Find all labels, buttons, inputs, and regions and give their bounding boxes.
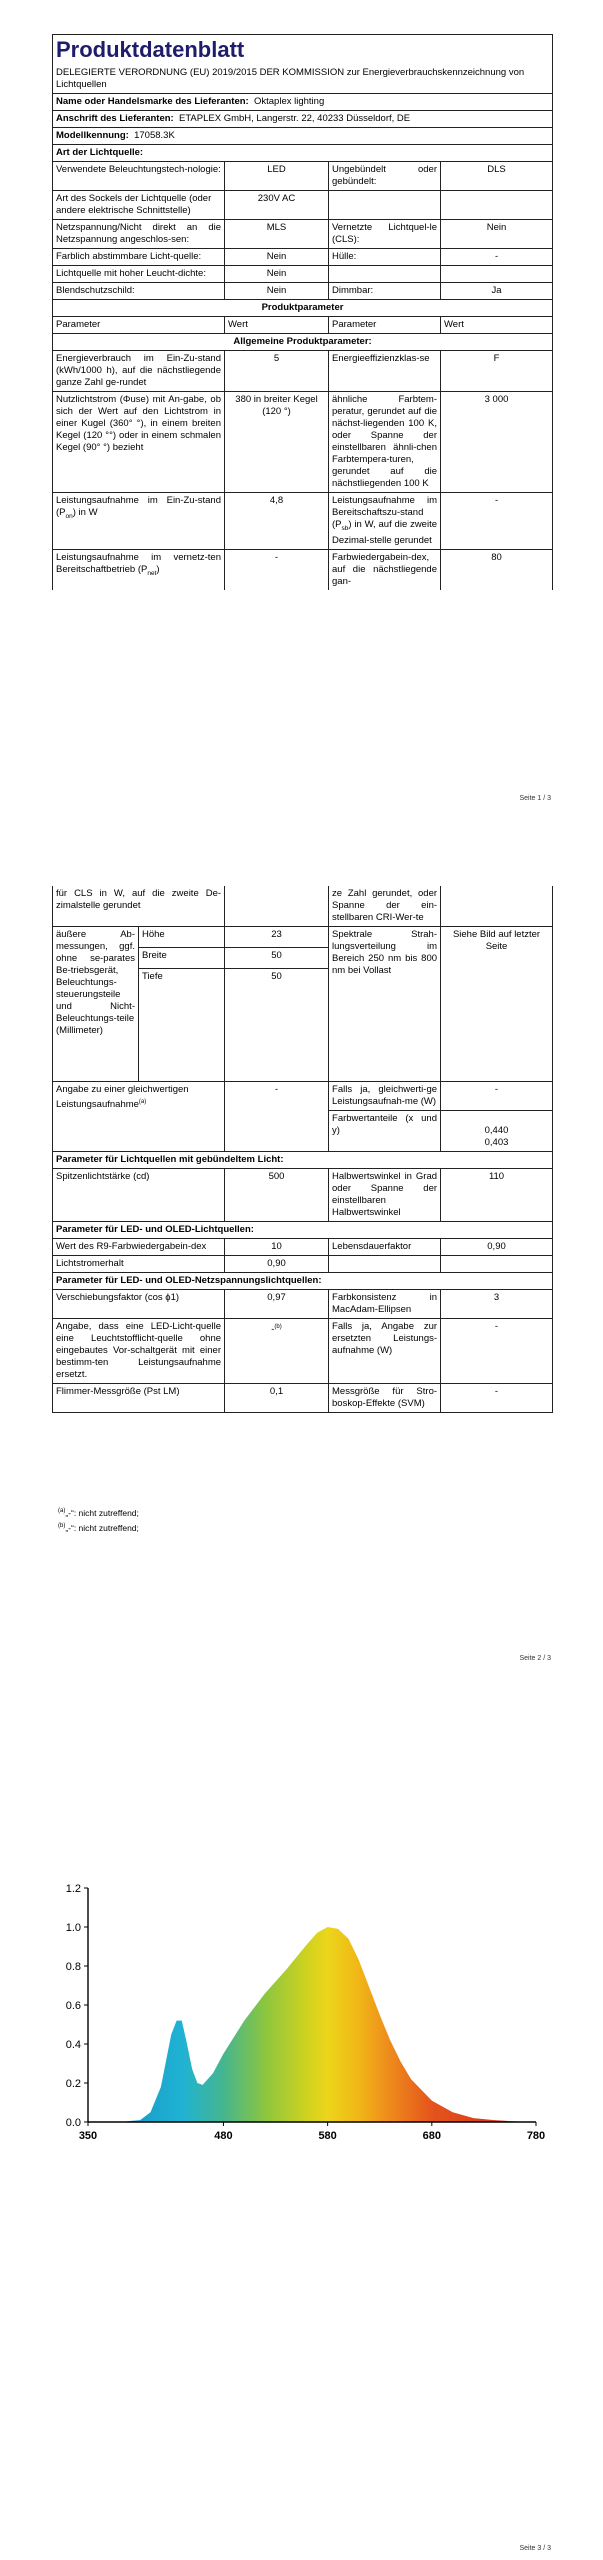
row-label: Energieeffizienzklas-se [329, 351, 441, 392]
row-label: Dimmbar: [329, 283, 441, 300]
x-tick-label: 680 [422, 2130, 441, 2142]
dimension-depth-value: 50 [225, 969, 329, 1082]
row-value: 5 [225, 351, 329, 392]
y-tick-label: 0.4 [65, 2039, 81, 2051]
row-value: LED [225, 162, 329, 191]
table-row [53, 191, 553, 220]
row-value: 110 [441, 1169, 553, 1222]
table-row [53, 1290, 553, 1319]
power-on-label: Leistungsaufnahme im Ein-Zu-stand $(P_{on})$ in W [53, 493, 225, 550]
networked-standby-label: Leistungsaufnahme im vernetz-ten Bereitschaftbetrieb $(P_{net})$ [53, 549, 225, 590]
table-row [53, 549, 553, 590]
footnote-marker: (a) [58, 1508, 66, 1514]
row-label: ze Zahl gerundet, oder Spanne der ein-stellbaren CRI-Wer-te [329, 886, 441, 927]
row-value: 500 [225, 1169, 329, 1222]
product-params-header: Produktparameter [53, 300, 553, 317]
footnotes [58, 1505, 139, 1535]
col-header-param: Parameter [329, 317, 441, 334]
table-row [53, 220, 553, 249]
col-header-param: Parameter [53, 317, 225, 334]
row-label: Lichtquelle mit hoher Leucht-dichte: [53, 266, 225, 283]
row-value: F [441, 351, 553, 392]
footnote-b [58, 1520, 139, 1535]
equiv-label-text: Angabe zu einer gleichwertigen Leistungsaufnahme [56, 1084, 189, 1111]
row-label: für CLS in W, auf die zweite De-zimalstelle gerundet [53, 886, 225, 927]
regulation-text: DELEGIERTE VERORDNUNG (EU) 2019/2015 DER KOMMISSION zur Energieverbrauchskennzeichnung von Lichtquellen [53, 65, 553, 94]
spectrum-chart [58, 1870, 548, 2160]
table-row [53, 162, 553, 191]
supplier-name-label: Name oder Handelsmarke des Lieferanten: [56, 96, 249, 107]
document-title: Produktdatenblatt [56, 37, 245, 62]
spectrum-area [119, 1927, 536, 2122]
row-label: Falls ja, Angabe zur ersetzten Leistungs-aufnahme (W) [329, 1319, 441, 1384]
table-row [53, 351, 553, 392]
row-value: 3 000 [441, 392, 553, 493]
col-header-value: Wert [441, 317, 553, 334]
row-value: Nein [225, 283, 329, 300]
row-value: 0,97 [225, 1290, 329, 1319]
dimension-depth-label: Tiefe [139, 969, 225, 1082]
row-value: - [441, 1384, 553, 1413]
row-label: Flimmer-Messgröße (Pst LM) [53, 1384, 225, 1413]
row-label: Verschiebungsfaktor (cos ϕ1) [53, 1290, 225, 1319]
spectral-label: Spektrale Strah-lungsverteilung im Bereich 250 nm bis 800 nm bei Vollast [329, 927, 441, 1082]
mains-params-header: Parameter für LED- und OLED-Netzspannungslichtquellen: [53, 1273, 553, 1290]
row-value: Nein [225, 266, 329, 283]
table-row [53, 392, 553, 493]
row-label: Angabe, dass eine LED-Licht-quelle eine Leuchtstofflicht-quelle ohne eingebautes Vor-schaltgerät mit einer bestimm-ten Leistungsaufnahme ersetzt. [53, 1319, 225, 1384]
row-value [441, 1256, 553, 1273]
col-header-value: Wert [225, 317, 329, 334]
table-row [53, 1256, 553, 1273]
page-3 [0, 1720, 603, 2560]
y-tick-label: 0.8 [65, 1961, 81, 1973]
directional-params-header: Parameter für Lichtquellen mit gebündeltem Licht: [53, 1152, 553, 1169]
row-value: - [441, 249, 553, 266]
table-row [53, 1319, 553, 1384]
row-value: Nein [225, 249, 329, 266]
row-value [225, 886, 329, 927]
row-label: Falls ja, gleichwerti-ge Leistungsaufnah-me (W) [329, 1082, 441, 1111]
lightsource-header: Art der Lichtquelle: [53, 145, 553, 162]
row-label: Halbwertswinkel in Grad oder Spanne der einstellbaren Halbwertswinkel [329, 1169, 441, 1222]
page-1 [0, 0, 603, 815]
row-label: Verwendete Beleuchtungstech-nologie: [53, 162, 225, 191]
row-value: 230V AC [225, 191, 329, 220]
row-value: - [441, 1082, 553, 1111]
row-label: Farbkonsistenz in MacAdam-Ellipsen [329, 1290, 441, 1319]
row-label: ähnliche Farbtem-peratur, gerundet auf die nächst-liegenden 100 K, oder Spanne der einstellbaren ähnli-chen Farbtempera-turen, gerundet auf die nächstliegenden 100 K [329, 392, 441, 493]
x-tick-label: 350 [78, 2130, 98, 2142]
row-value: Ja [441, 283, 553, 300]
footnote-text: „-“: nicht zutreffend; [65, 1522, 139, 1533]
supplier-address-value: ETAPLEX GmbH, Langerstr. 22, 40233 Düsseldorf, DE [179, 113, 411, 124]
table-row [53, 886, 553, 927]
row-label: Lebensdauerfaktor [329, 1239, 441, 1256]
x-tick-label: 580 [318, 2130, 337, 2142]
row-label: Lichtstromerhalt [53, 1256, 225, 1273]
footnote-marker: (a) [138, 1099, 147, 1105]
row-label: Messgröße für Stro-boskop-Effekte (SVM) [329, 1384, 441, 1413]
row-value: Nein [441, 220, 553, 249]
row-label: Wert des R9-Farbwiedergabein-dex [53, 1239, 225, 1256]
chromaticity-label: Farbwertanteile (x und y) [329, 1111, 441, 1152]
row-value [441, 266, 553, 283]
chromaticity-x: 0,440 [484, 1125, 509, 1136]
row-label: Farbwiedergabein-dex, auf die nächstliegende gan- [329, 549, 441, 590]
row-value: - [225, 1082, 329, 1152]
row-label: Art des Sockels der Lichtquelle (oder andere elektrische Schnittstelle) [53, 191, 225, 220]
page-number: Seite 2 / 3 [519, 1655, 551, 1662]
row-value: - [441, 493, 553, 550]
row-value: MLS [225, 220, 329, 249]
y-tick-label: 1.0 [65, 1922, 81, 1934]
row-label: Energieverbrauch im Ein-Zu-stand (kWh/1000 h), auf die nächstliegende ganze Zahl ge-rundet [53, 351, 225, 392]
footnote-text: „-“: nicht zutreffend; [65, 1507, 139, 1518]
page-2 [0, 880, 603, 1720]
footnote-marker: (b) [274, 1324, 282, 1330]
spectral-value: Siehe Bild auf letzter Seite [441, 927, 553, 1082]
replacement-value-text: - [271, 1324, 275, 1336]
row-label [329, 191, 441, 220]
dimensions-label: äußere Ab-messungen, ggf. ohne se-parates Be-triebsgerät, Beleuchtungs-steuerungsteile und Nicht-Beleuchtungs-teile (Millimeter) [53, 927, 139, 1082]
supplier-address-row [53, 111, 553, 128]
x-tick-label: 480 [214, 2130, 233, 2142]
row-value: 80 [441, 549, 553, 590]
datasheet-table-page-2 [52, 886, 553, 1413]
row-label [329, 1256, 441, 1273]
row-value: - [441, 1319, 553, 1384]
row-value [441, 191, 553, 220]
plot-area [66, 1883, 545, 2142]
row-value: 3 [441, 1290, 553, 1319]
row-value: - [225, 549, 329, 590]
x-tick-label: 780 [526, 2130, 546, 2142]
table-row [53, 1239, 553, 1256]
row-label: Spitzenlichtstärke (cd) [53, 1169, 225, 1222]
standby-label: Leistungsaufnahme im Bereitschaftszu-stand $(P_{sb})$ in W, auf die zweite Dezimal-stelle gerundet [329, 493, 441, 550]
row-label: Blendschutzschild: [53, 283, 225, 300]
model-value: 17058.3K [134, 130, 175, 141]
model-label: Modellkennung: [56, 130, 129, 141]
row-label: Vernetzte Lichtquel-le (CLS): [329, 220, 441, 249]
supplier-name-row [53, 94, 553, 111]
column-header-row [53, 317, 553, 334]
y-tick-label: 0.0 [65, 2117, 81, 2129]
row-label: Netzspannung/Nicht direkt an die Netzspannung angeschlos-sen: [53, 220, 225, 249]
equiv-power-claim-label [53, 1082, 225, 1152]
supplier-address-label: Anschrift des Lieferanten: [56, 113, 174, 124]
table-row [53, 1169, 553, 1222]
chromaticity-values [441, 1111, 553, 1152]
table-row [53, 927, 553, 948]
table-row [53, 283, 553, 300]
row-label: Hülle: [329, 249, 441, 266]
dimension-height-label: Höhe [139, 927, 225, 948]
row-value: 4,8 [225, 493, 329, 550]
row-value [441, 886, 553, 927]
chromaticity-y: 0,403 [484, 1137, 509, 1148]
datasheet-table-page-1 [52, 34, 553, 590]
table-row [53, 493, 553, 550]
model-row [53, 128, 553, 145]
table-row [53, 1384, 553, 1413]
table-row [53, 249, 553, 266]
row-value: DLS [441, 162, 553, 191]
dimension-width-value: 50 [225, 948, 329, 969]
row-label: Ungebündelt oder gebündelt: [329, 162, 441, 191]
replacement-value [225, 1319, 329, 1384]
footnote-marker: (b) [58, 1522, 66, 1529]
page-number: Seite 1 / 3 [519, 795, 551, 802]
supplier-name-value: Oktaplex lighting [254, 96, 325, 107]
footnote-a [58, 1505, 139, 1520]
row-label: Nutzlichtstrom (Φuse) mit An-gabe, ob sich der Wert auf den Lichtstrom in einer Kugel (360° °), in einem breiten Kegel (120 °°) oder in einem schmalen Kegel (90° °) bezieht [53, 392, 225, 493]
dimension-height-value: 23 [225, 927, 329, 948]
row-label [329, 266, 441, 283]
table-row [53, 1082, 553, 1111]
y-tick-label: 0.2 [65, 2078, 81, 2090]
led-params-header: Parameter für LED- und OLED-Lichtquellen: [53, 1222, 553, 1239]
row-value: 10 [225, 1239, 329, 1256]
row-value: 0,90 [225, 1256, 329, 1273]
row-value: 0,90 [441, 1239, 553, 1256]
row-value: 0,1 [225, 1384, 329, 1413]
y-tick-label: 1.2 [65, 1883, 81, 1895]
row-label: Farblich abstimmbare Licht-quelle: [53, 249, 225, 266]
general-params-header: Allgemeine Produktparameter: [53, 334, 553, 351]
y-tick-label: 0.6 [65, 2000, 81, 2012]
page-number: Seite 3 / 3 [519, 2545, 551, 2552]
row-value: 380 in breiter Kegel (120 °) [225, 392, 329, 493]
table-row [53, 266, 553, 283]
dimension-width-label: Breite [139, 948, 225, 969]
